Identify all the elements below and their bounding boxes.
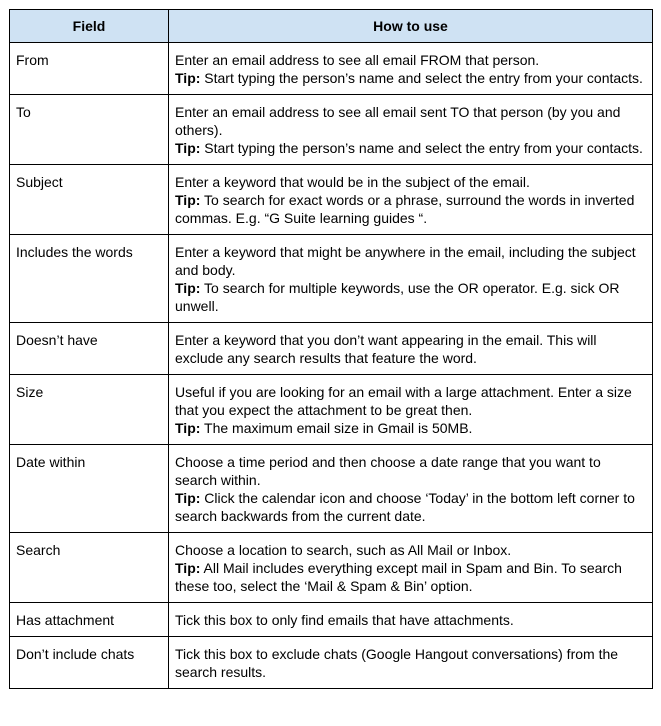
header-field: Field — [10, 10, 169, 43]
field-description: Useful if you are looking for an email with a large attachment. Enter a size that you expect the attachment to be great then. — [175, 384, 632, 418]
table-row — [10, 323, 653, 375]
field-description: Enter an email address to see all email sent TO that person (by you and others). — [175, 104, 621, 138]
field-description: Enter a keyword that would be in the subject of the email. — [175, 174, 530, 190]
tip-body: All Mail includes everything except mail in Spam and Bin. To search these too, select the ‘Mail & Spam & Bin’ option. — [175, 560, 622, 594]
tip-text — [175, 191, 646, 227]
tip-body: Click the calendar icon and choose ‘Today’ in the bottom left corner to search backwards from the current date. — [175, 490, 635, 524]
table-header — [10, 10, 653, 43]
field-name-cell: Size — [10, 375, 169, 445]
table-row — [10, 445, 653, 533]
tip-label: Tip: — [175, 140, 201, 156]
field-name-cell: Date within — [10, 445, 169, 533]
how-to-use-cell — [169, 323, 653, 375]
table-row — [10, 533, 653, 603]
how-to-use-cell — [169, 375, 653, 445]
tip-body: The maximum email size in Gmail is 50MB. — [200, 420, 473, 436]
how-to-use-cell — [169, 165, 653, 235]
search-fields-table-container — [9, 9, 652, 689]
table-row — [10, 637, 653, 689]
tip-label: Tip: — [175, 420, 201, 436]
header-how-to-use: How to use — [169, 10, 653, 43]
field-name-cell: Subject — [10, 165, 169, 235]
how-to-use-cell — [169, 445, 653, 533]
tip-label: Tip: — [175, 560, 201, 576]
field-description: Enter a keyword that you don’t want appearing in the email. This will exclude any search results that feature the word. — [175, 332, 597, 366]
tip-body: To search for multiple keywords, use the OR operator. E.g. sick OR unwell. — [175, 280, 620, 314]
field-name-cell: To — [10, 95, 169, 165]
tip-text — [175, 69, 646, 87]
tip-text — [175, 559, 646, 595]
tip-label: Tip: — [175, 70, 201, 86]
table-body — [10, 43, 653, 689]
tip-label: Tip: — [175, 192, 201, 208]
how-to-use-cell — [169, 637, 653, 689]
field-description: Tick this box to only find emails that have attachments. — [175, 612, 514, 628]
tip-label: Tip: — [175, 490, 201, 506]
field-name-cell: Search — [10, 533, 169, 603]
header-row — [10, 10, 653, 43]
field-description: Choose a time period and then choose a date range that you want to search within. — [175, 454, 601, 488]
field-name-cell: Includes the words — [10, 235, 169, 323]
how-to-use-cell — [169, 95, 653, 165]
table-row — [10, 43, 653, 95]
tip-body: Start typing the person’s name and select the entry from your contacts. — [200, 70, 643, 86]
how-to-use-cell — [169, 43, 653, 95]
field-name-cell: From — [10, 43, 169, 95]
table-row — [10, 95, 653, 165]
table-row — [10, 235, 653, 323]
field-description: Enter an email address to see all email FROM that person. — [175, 52, 540, 68]
field-description: Tick this box to exclude chats (Google Hangout conversations) from the search results. — [175, 646, 619, 680]
field-description: Choose a location to search, such as All Mail or Inbox. — [175, 542, 512, 558]
field-name-cell: Doesn’t have — [10, 323, 169, 375]
tip-body: To search for exact words or a phrase, surround the words in inverted commas. E.g. “G Suite learning guides “. — [175, 192, 635, 226]
tip-text — [175, 489, 646, 525]
table-row — [10, 603, 653, 637]
tip-text — [175, 139, 646, 157]
tip-body: Start typing the person’s name and select the entry from your contacts. — [200, 140, 643, 156]
tip-text — [175, 279, 646, 315]
search-fields-table — [9, 9, 653, 689]
how-to-use-cell — [169, 603, 653, 637]
tip-text — [175, 419, 646, 437]
field-name-cell: Don’t include chats — [10, 637, 169, 689]
field-name-cell: Has attachment — [10, 603, 169, 637]
field-description: Enter a keyword that might be anywhere in the email, including the subject and body. — [175, 244, 636, 278]
table-row — [10, 165, 653, 235]
table-row — [10, 375, 653, 445]
how-to-use-cell — [169, 533, 653, 603]
tip-label: Tip: — [175, 280, 201, 296]
how-to-use-cell — [169, 235, 653, 323]
